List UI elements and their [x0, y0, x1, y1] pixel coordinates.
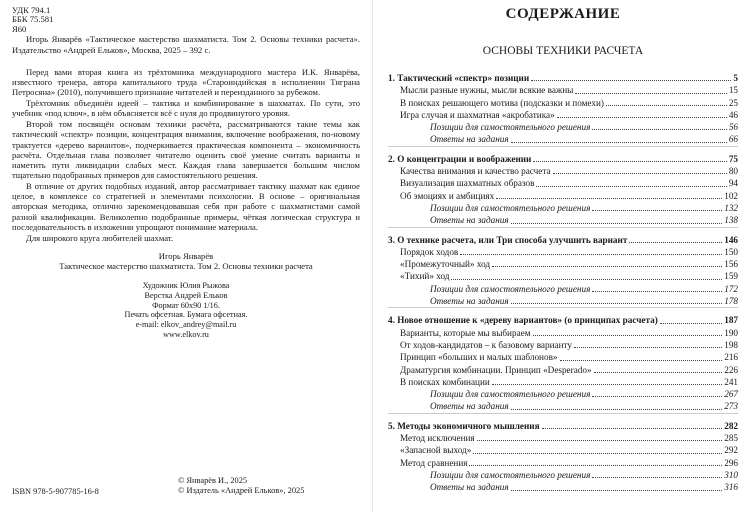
annotation-paragraph: Для широкого круга любителей шахмат. — [26, 232, 174, 243]
toc-leader — [575, 93, 726, 94]
toc-section — [388, 84, 738, 96]
annotation-paragraph: В отличие от других подобных изданий, автор рассматривает тактику шахмат как единое целое, в комплексе со стратегией и элементами психологии. В основе – оригинальная авторская методика, отлично зарекомендовавшая себя при работе с шахматистами самой разной квалификации. Великолепно подобранные примеры, чёткая логическая структура и последовательность в изложении упрощают понимание материала. — [12, 181, 360, 232]
toc-section — [388, 165, 738, 177]
toc-page-number: 75 — [728, 153, 738, 164]
imprint-page — [0, 0, 370, 512]
toc-entry-title: Метод исключения — [400, 433, 475, 444]
toc-section — [388, 364, 738, 376]
toc-leader — [594, 372, 723, 373]
toc-subsection — [388, 202, 738, 214]
toc-page-number: 132 — [724, 202, 738, 213]
toc-leader — [592, 129, 726, 130]
copyright-author: © Январёв И., 2025 — [178, 476, 248, 485]
toc-leader — [496, 198, 722, 199]
toc-page-number: 80 — [728, 166, 738, 177]
toc-entry-title: «Тихий» ход — [400, 271, 450, 282]
toc-entry-title: Позиции для самостоятельного решения — [430, 122, 591, 133]
toc-chapter — [388, 153, 738, 165]
toc-page-number: 310 — [724, 469, 738, 480]
toc-entry-title: В поисках решающего мотива (подсказки и помехи) — [400, 97, 604, 108]
toc-leader — [606, 105, 727, 106]
toc-section — [388, 246, 738, 258]
toc-entry-title: Об эмоциях и амбициях — [400, 190, 495, 201]
annotation-paragraph: Трёхтомник объединён идеей – тактика и комбинирование в шахматах. По сути, это учебник «под ключ», в нём объясняется всё с нуля до продвинутого уровня. — [12, 98, 360, 119]
toc-page-number: 102 — [724, 190, 738, 201]
website: www.elkov.ru — [163, 329, 209, 339]
page-gutter — [372, 0, 373, 512]
toc-subsection — [388, 469, 738, 481]
contents-page — [376, 0, 750, 512]
toc-page-number: 267 — [724, 389, 738, 400]
toc-entry-title: Позиции для самостоятельного решения — [430, 202, 591, 213]
toc-page-number: 292 — [724, 445, 738, 456]
toc-entry-title: Ответы на задания — [430, 296, 509, 307]
toc-leader — [473, 453, 722, 454]
toc-leader — [592, 291, 722, 292]
production-credits — [12, 281, 360, 339]
isbn: ISBN 978-5-907785-16-8 — [12, 487, 99, 496]
email: e-mail: elkov_andrey@mail.ru — [135, 320, 237, 329]
author-sign: Я60 — [12, 23, 27, 34]
toc-entry-title: Ответы на задания — [430, 401, 509, 412]
toc-entry-title: Порядок ходов — [400, 246, 459, 257]
toc-leader — [542, 428, 723, 429]
toc-leader — [629, 242, 722, 243]
toc-chapter — [388, 420, 738, 432]
toc-page-number: 216 — [724, 352, 738, 363]
toc-leader — [592, 210, 722, 211]
toc-page-number: 5 — [733, 73, 738, 83]
toc-entry-title: Ответы на задания — [430, 482, 509, 493]
toc-section — [388, 270, 738, 282]
chapter-divider — [388, 227, 738, 234]
toc-entry-title: Позиции для самостоятельного решения — [430, 469, 591, 480]
toc-entry-title: 1. Тактический «спектр» позиции — [388, 73, 530, 83]
copyright-block — [178, 476, 304, 496]
toc-subsection — [388, 121, 738, 133]
toc-subsection — [388, 133, 738, 145]
toc-entry-title: От ходов-кандидатов – к базовому варианту — [400, 339, 572, 350]
toc-subsection — [388, 295, 738, 307]
chapter-divider — [388, 413, 738, 420]
toc-page-number: 150 — [724, 246, 738, 257]
toc-leader — [492, 384, 722, 385]
artist-credit: Художник Юлия Рыжова — [142, 281, 230, 291]
print-info: Печать офсетная. Бумага офсетная. — [124, 310, 248, 320]
toc-page-number: 56 — [728, 122, 738, 133]
toc-leader — [511, 490, 723, 491]
toc-entry-title: В поисках комбинации — [400, 376, 490, 387]
toc-leader — [511, 303, 723, 304]
toc-leader — [560, 360, 723, 361]
toc-subsection — [388, 214, 738, 226]
toc-page-number: 46 — [728, 109, 738, 120]
toc-page-number: 178 — [724, 296, 738, 307]
toc-section — [388, 177, 738, 189]
toc-leader — [477, 440, 723, 441]
toc-leader — [511, 409, 723, 410]
format-info: Формат 60х90 1/16. — [152, 300, 220, 310]
toc-chapter — [388, 314, 738, 326]
contents-heading: СОДЕРЖАНИЕ — [505, 6, 621, 22]
toc-page-number: 94 — [728, 178, 738, 189]
toc-page-number: 198 — [724, 339, 738, 350]
toc-leader — [469, 465, 722, 466]
toc-entry-title: 4. Новое отношение к «дереву вариантов» (о принципах расчета) — [388, 315, 658, 326]
toc-entry-title: Принцип «больших и малых шаблонов» — [400, 352, 558, 363]
toc-entry-title: 5. Методы экономичного мышления — [388, 420, 540, 431]
toc-page-number: 66 — [728, 134, 738, 145]
toc-subsection — [388, 388, 738, 400]
toc-leader — [460, 254, 722, 255]
toc-leader — [492, 266, 722, 267]
toc-page-number: 226 — [724, 364, 738, 375]
toc-section — [388, 432, 738, 444]
toc-leader — [592, 477, 722, 478]
toc-page-number: 138 — [724, 215, 738, 226]
toc-section — [388, 376, 738, 388]
toc-leader — [511, 142, 727, 143]
toc-subsection — [388, 283, 738, 295]
toc-page-number: 156 — [724, 259, 738, 270]
part-heading: ОСНОВЫ ТЕХНИКИ РАСЧЕТА — [482, 45, 644, 57]
toc-section — [388, 327, 738, 339]
toc-page-number: 146 — [724, 234, 738, 245]
contents-list — [388, 72, 738, 494]
toc-leader — [511, 223, 723, 224]
toc-page-number: 285 — [724, 433, 738, 444]
toc-section — [388, 109, 738, 121]
toc-leader — [553, 173, 727, 174]
toc-page-number: 190 — [724, 327, 738, 338]
toc-entry-title: Ответы на задания — [430, 134, 509, 145]
toc-leader — [574, 347, 722, 348]
book-title: Тактическое мастерство шахматиста. Том 2. Основы техники расчета — [59, 261, 313, 272]
toc-page-number: 172 — [724, 283, 738, 294]
toc-leader — [531, 80, 731, 81]
toc-page-number: 296 — [724, 457, 738, 468]
toc-entry-title: Драматургия комбинации. Принцип «Desperado» — [400, 364, 592, 375]
toc-subsection — [388, 400, 738, 412]
toc-page-number: 241 — [724, 376, 738, 387]
toc-page-number: 273 — [724, 401, 738, 412]
toc-subsection — [388, 481, 738, 493]
toc-section — [388, 97, 738, 109]
toc-leader — [557, 117, 727, 118]
toc-leader — [536, 186, 726, 187]
chapter-divider — [388, 146, 738, 153]
toc-page-number: 15 — [728, 85, 738, 96]
toc-page-number: 187 — [724, 315, 738, 326]
toc-section — [388, 339, 738, 351]
author-name: Игорь Январёв — [158, 251, 214, 262]
toc-leader — [533, 161, 726, 162]
toc-entry-title: Позиции для самостоятельного решения — [430, 283, 591, 294]
toc-entry-title: Варианты, которые мы выбираем — [400, 327, 531, 338]
toc-entry-title: Качества внимания и качество расчета — [400, 166, 551, 177]
annotation-paragraph: Перед вами вторая книга из трёхтомника международного мастера И.К. Январёва, известного тренера, автора капитального труда «Староиндийская в исполнении Тиграна Петросяна» (2010), получившего признание читателей и переизданного за рубежом. — [12, 66, 360, 97]
toc-page-number: 316 — [724, 482, 738, 493]
layout-credit: Верстка Андрей Ельков — [144, 290, 228, 300]
toc-entry-title: Мысли разные нужны, мысли всякие важны — [400, 85, 574, 96]
toc-section — [388, 444, 738, 456]
udk-code: УДК 794.1 — [12, 5, 51, 15]
toc-section — [388, 190, 738, 202]
toc-leader — [451, 279, 722, 280]
toc-leader — [660, 323, 722, 324]
toc-entry-title: 2. О концентрации и воображении — [388, 153, 532, 164]
toc-entry-title: Позиции для самостоятельного решения — [430, 389, 591, 400]
toc-leader — [592, 396, 722, 397]
annotation — [12, 67, 360, 243]
annotation-paragraph: Второй том посвящён основам техники расчёта, рассматриваются такие темы как тактический «спектр» позиции, концентрация внимания, включение воображения, по-новому трактуется «дерево вариантов», подчеркивается практическая компонента – экономичность расчёта. Отдельная глава позволяет читателю оценить своё умение считать варианты и наметить пути ликвидации слабых мест. Каждая глава завершается большим числом тщательно подобранных примеров для самостоятельного решения. — [12, 119, 360, 181]
toc-section — [388, 351, 738, 363]
toc-page-number: 282 — [724, 420, 738, 431]
toc-page-number: 159 — [724, 271, 738, 282]
bibliographic-description: Игорь Январёв «Тактическое мастерство шахматиста. Том 2. Основы техники расчета». Издательство «Андрей Ельков», Москва, 2025 – 392 с. — [12, 34, 360, 55]
toc-entry-title: «Запасной выход» — [400, 445, 472, 456]
toc-entry-title: Игра случая и шахматная «акробатика» — [400, 109, 555, 120]
toc-entry-title: Визуализация шахматных образов — [400, 178, 535, 189]
toc-section — [388, 457, 738, 469]
toc-chapter — [388, 234, 738, 246]
toc-section — [388, 258, 738, 270]
toc-entry-title: Ответы на задания — [430, 215, 509, 226]
toc-entry-title: 3. О технике расчета, или Три способа улучшить вариант — [388, 234, 628, 245]
copyright-publisher: © Издатель «Андрей Ельков», 2025 — [178, 486, 305, 496]
bbk-code: ББК 75.581 — [12, 14, 54, 25]
toc-chapter — [388, 72, 738, 84]
toc-entry-title: Метод сравнения — [400, 457, 468, 468]
classification-codes — [12, 6, 360, 34]
chapter-divider — [388, 307, 738, 314]
toc-entry-title: «Промежуточный» ход — [400, 259, 491, 270]
toc-page-number: 25 — [728, 97, 738, 108]
toc-leader — [533, 335, 723, 336]
